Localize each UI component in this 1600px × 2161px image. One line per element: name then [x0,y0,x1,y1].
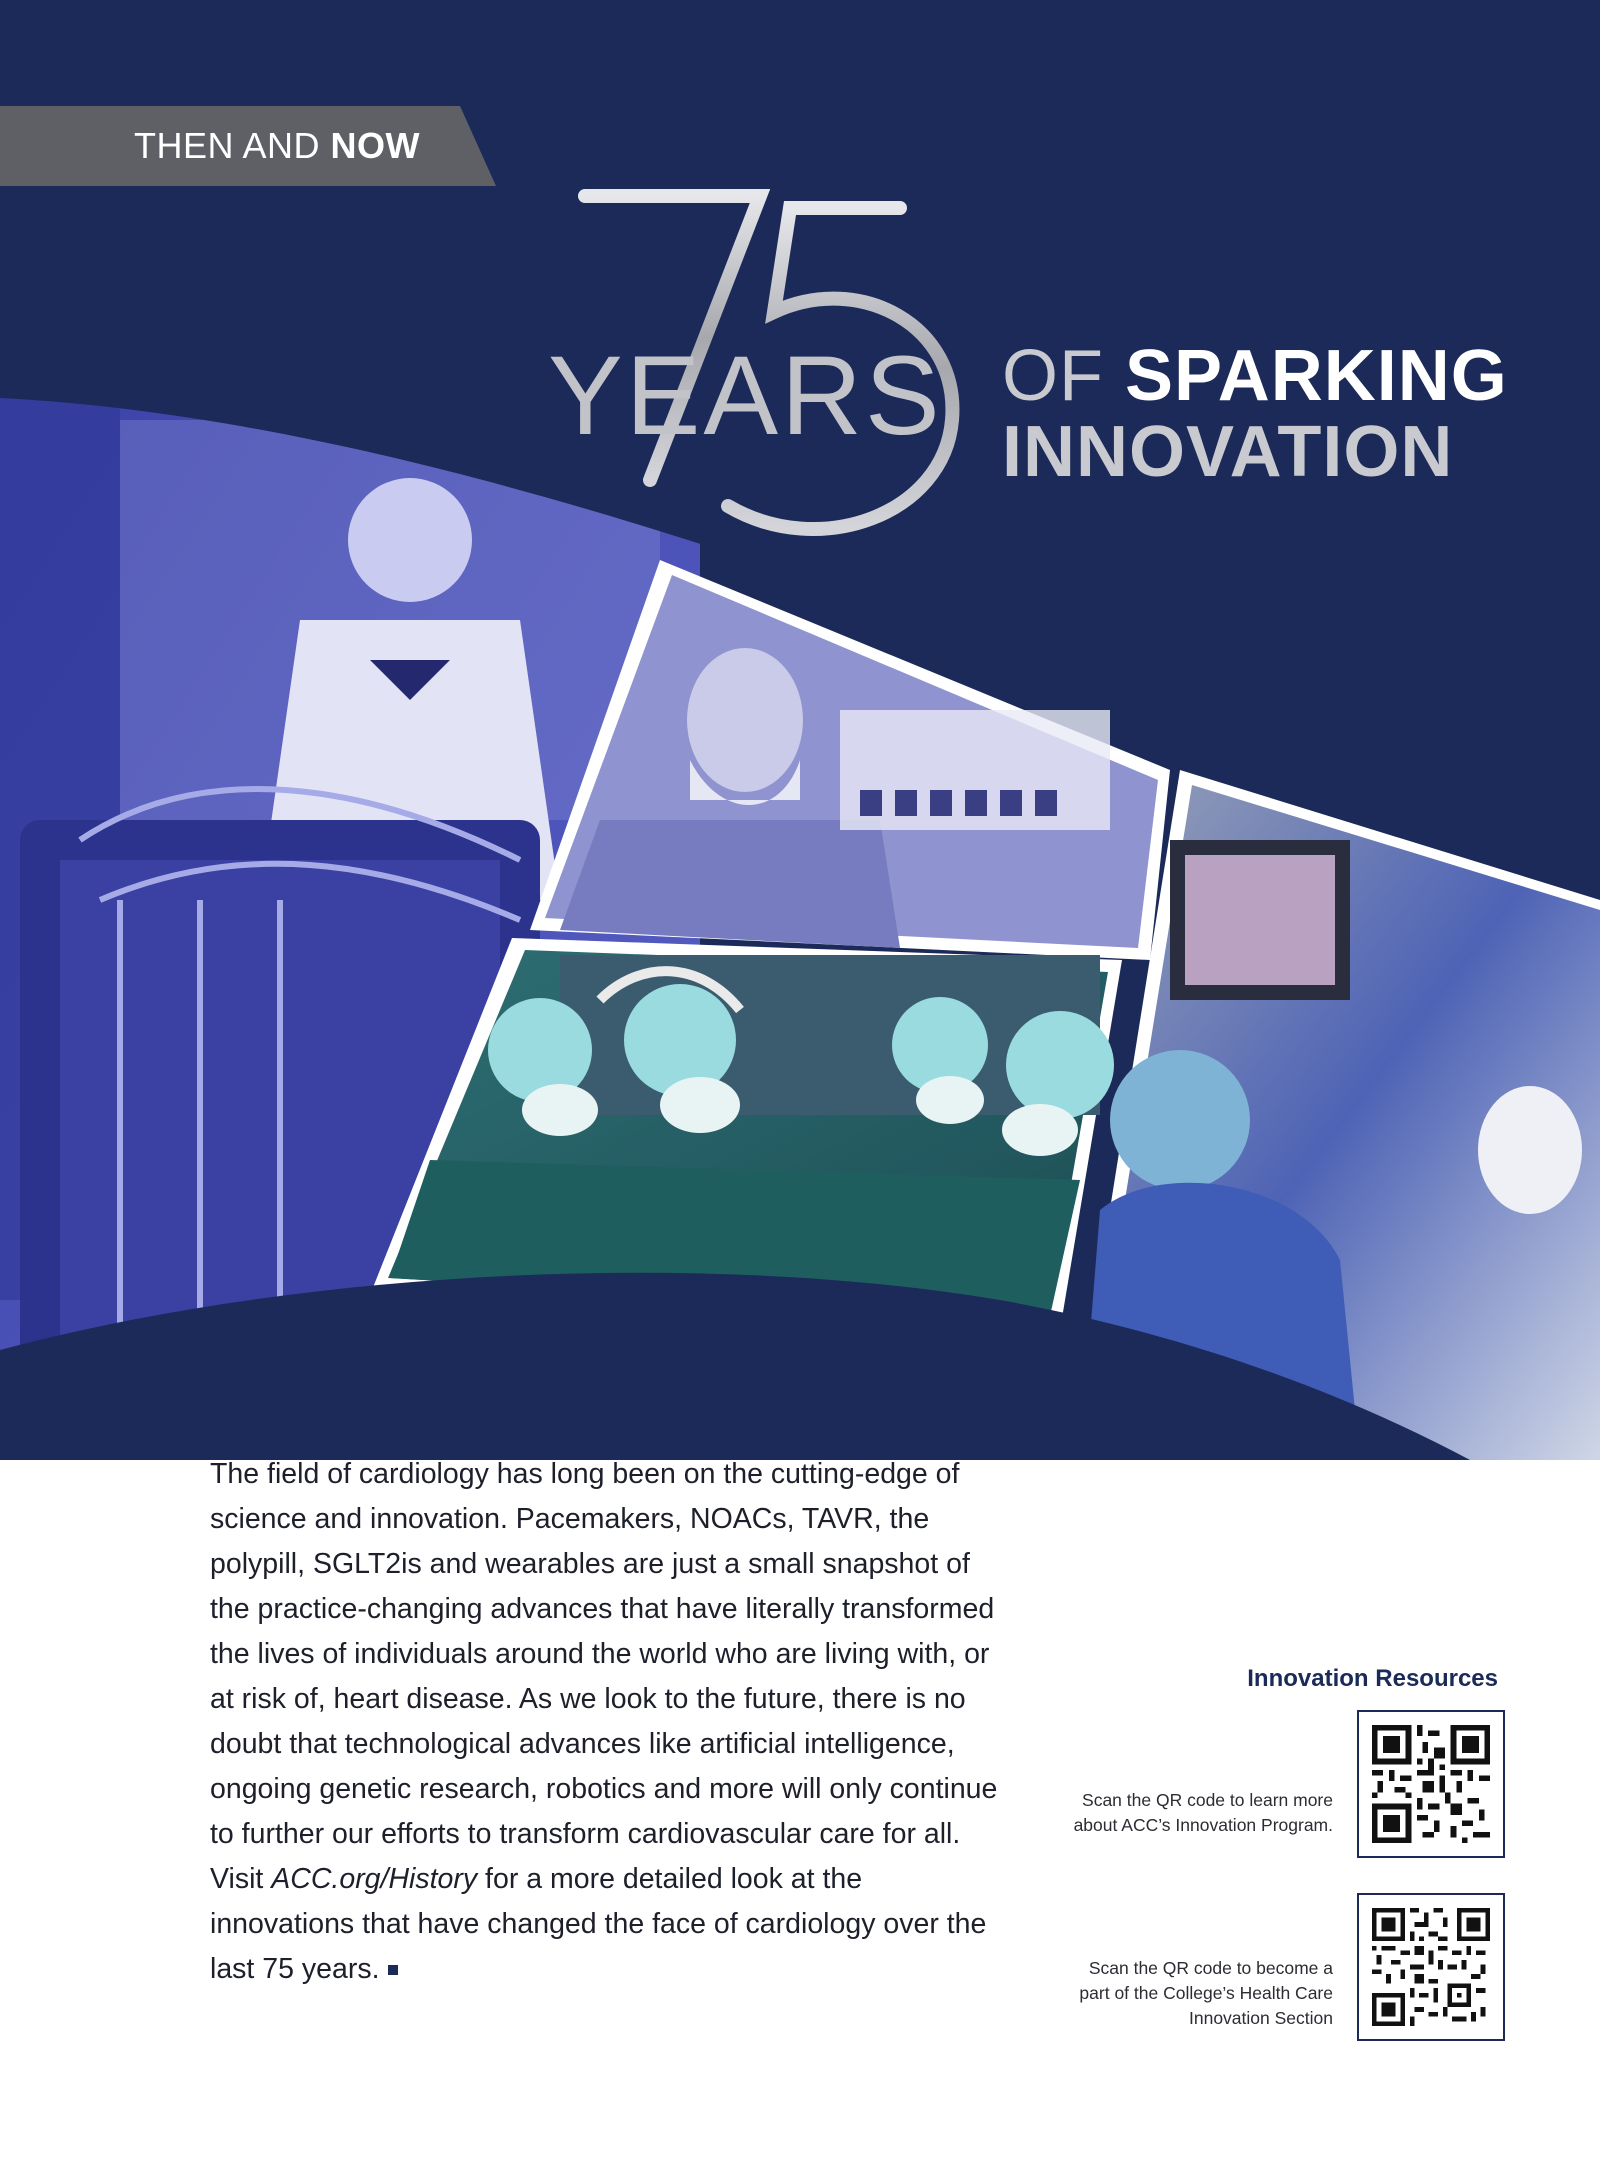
qr-caption-innovation-section: Scan the QR code to become a part of the College’s Health Care Innovation Section [1079,1958,1333,2028]
qr-code-icon [1372,1908,1490,2026]
history-link[interactable]: ACC.org/History [271,1863,478,1895]
subhead-innovation: INNOVATION [1002,412,1454,492]
qr-code-innovation-section[interactable] [1357,1893,1505,2041]
body-paragraph: The field of cardiology has long been on the cutting-edge of science and innovation. Pacemakers, NOACs, TAVR, the polypill, SGLT2is and wearables are just a small snapshot of the practice-changing advances that have literally transformed the lives of individuals around the world who are living with, or at risk of, heart disease. As we look to the future, there is no doubt that technological advances like artificial intelligence, ongoing genetic research, robotics and more will only continue to further our efforts to transform cardiovascular care for all. Visit ACC.org/History for a more detailed look at the innovations that have changed the face of cardiology over the last 75 years. [210,1458,998,1985]
qr-code-innovation-program[interactable] [1357,1710,1505,1858]
end-of-article-mark [388,1965,398,1975]
subhead-sparking: SPARKING [1125,336,1508,416]
qr-caption-innovation-program: Scan the QR code to learn more about ACC’s Innovation Program. [1073,1790,1333,1835]
subhead-of: OF [1002,336,1104,416]
anniversary-years-label: YEARS [548,333,943,458]
qr-code-icon [1372,1725,1490,1843]
headline-subhead [1002,338,1508,490]
innovation-resources-title: Innovation Resources [1247,1665,1498,1692]
section-tag-label: THEN AND NOW [134,125,421,166]
section-tag [0,106,496,186]
